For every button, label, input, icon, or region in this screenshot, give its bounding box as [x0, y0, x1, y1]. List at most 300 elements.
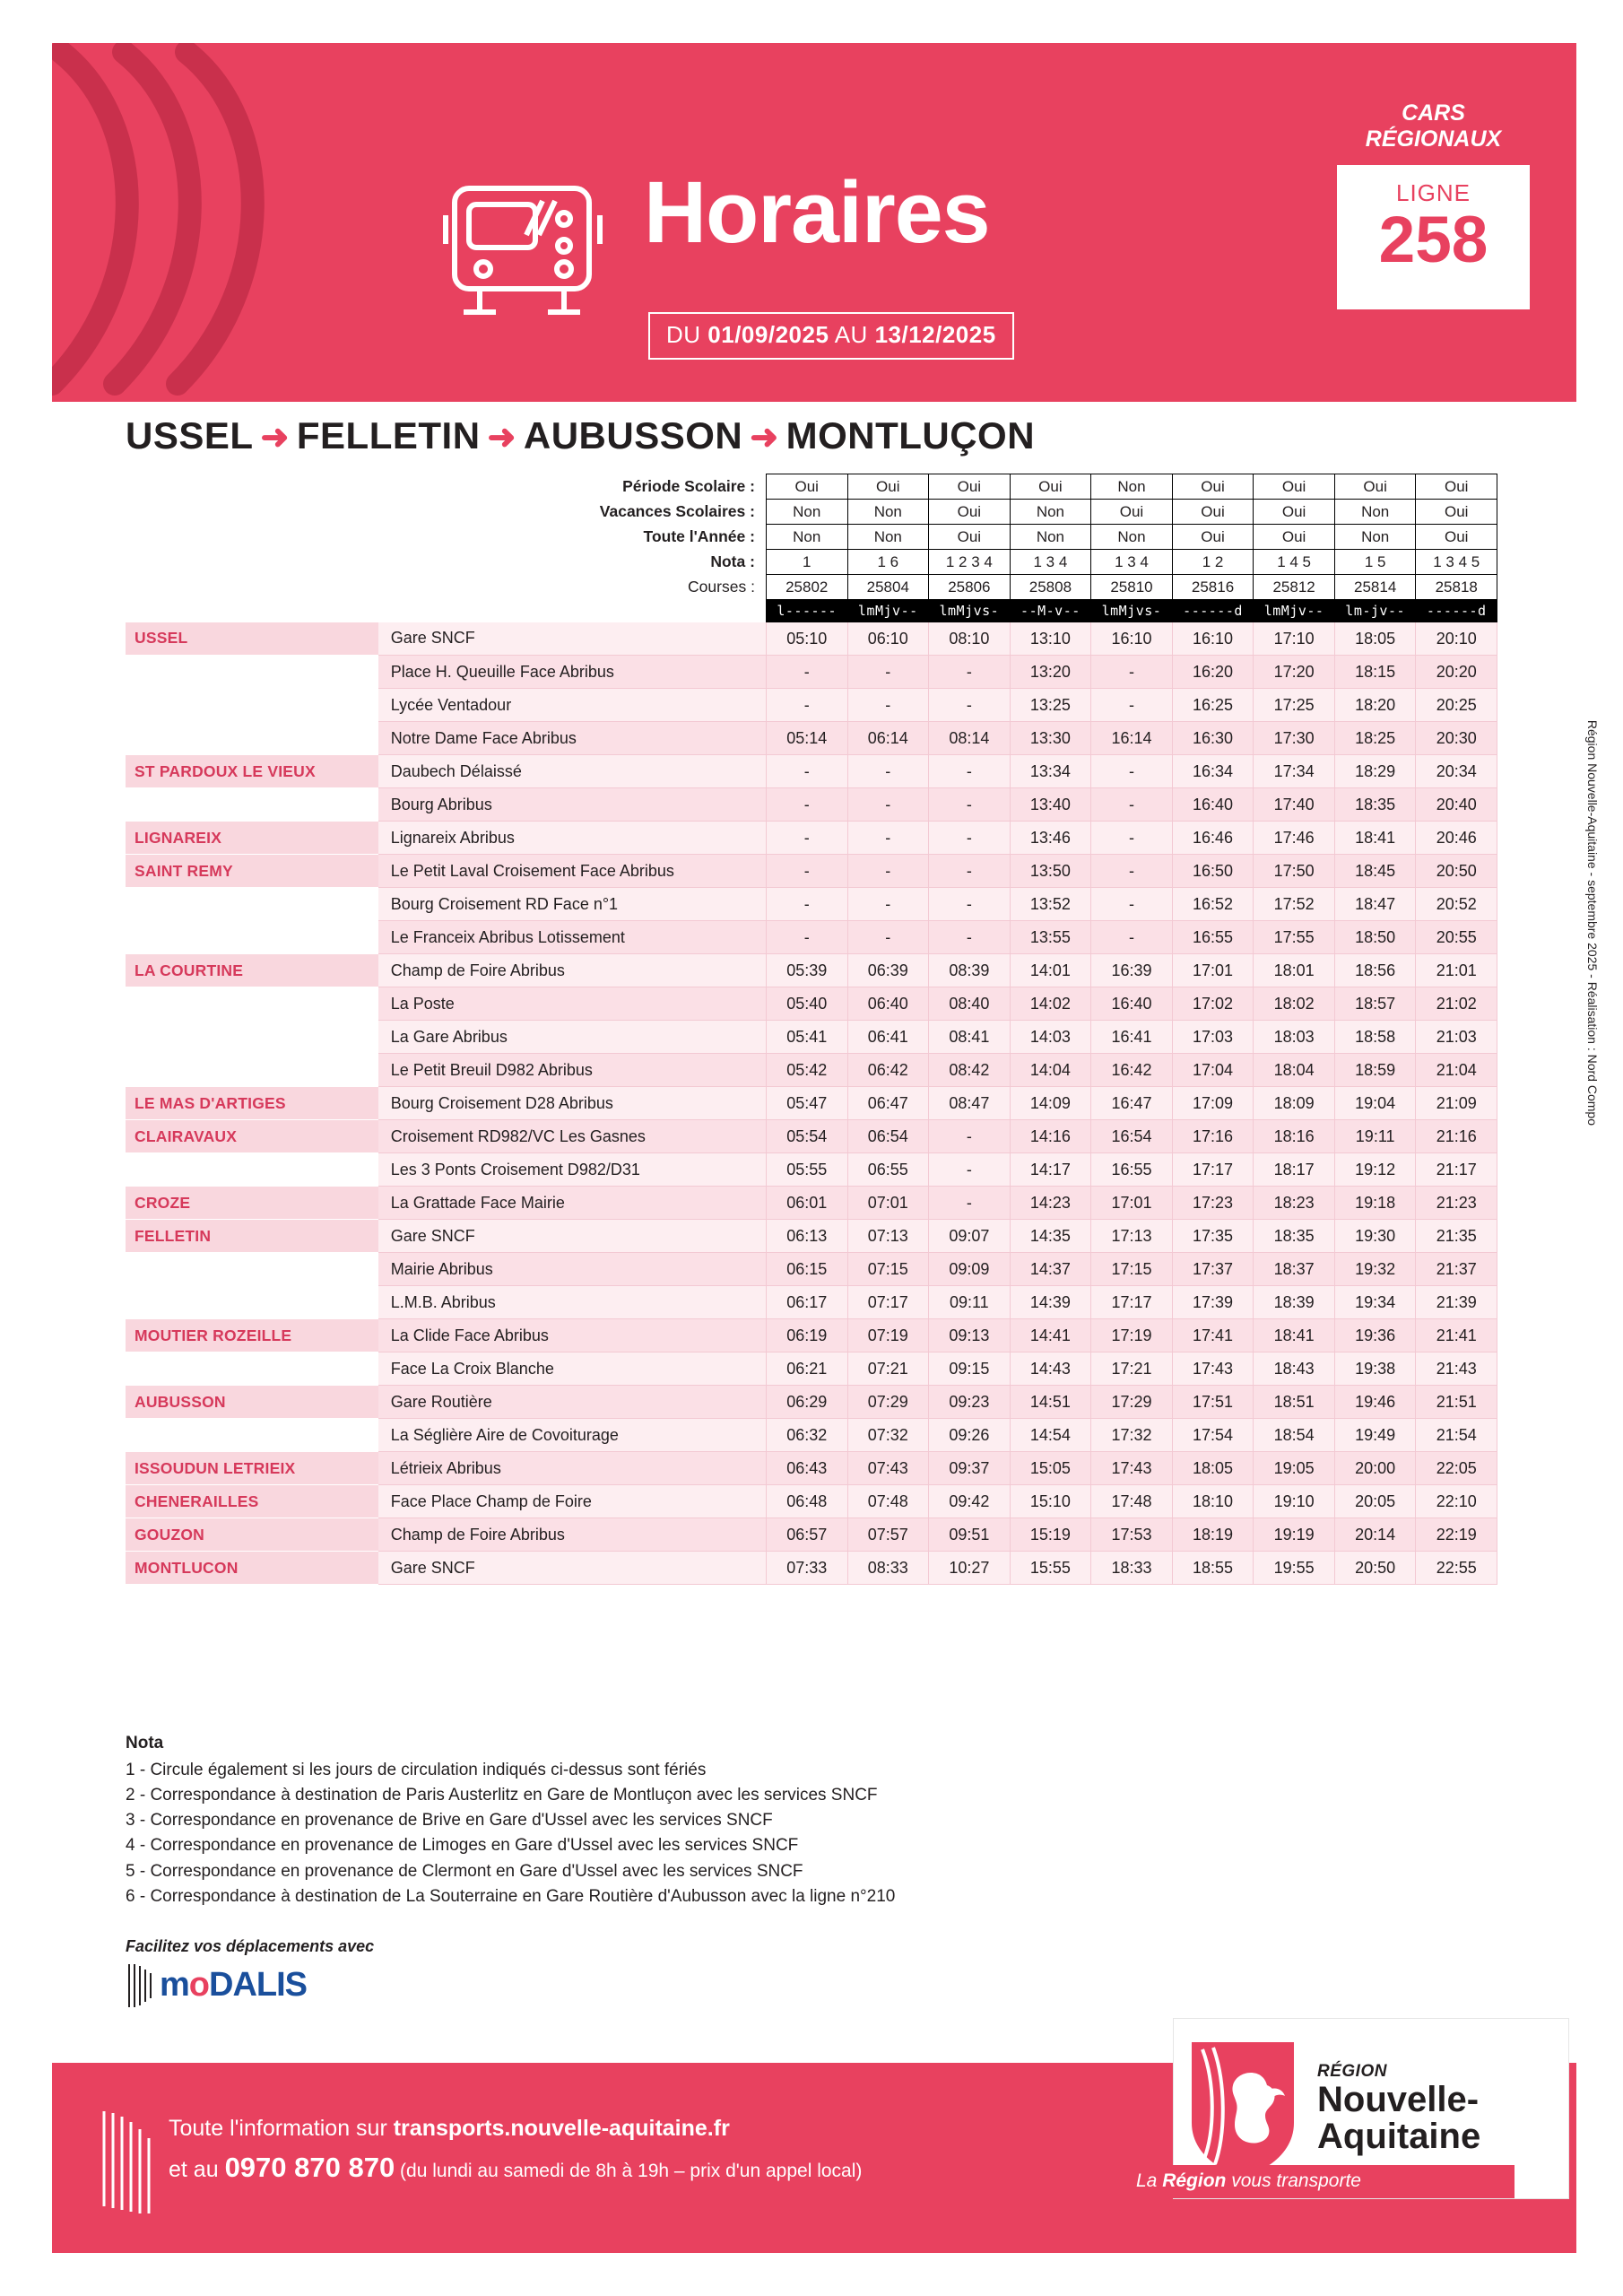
table-row — [126, 1518, 1497, 1552]
departure-time: 09:09 — [929, 1253, 1011, 1286]
stop-name: Face La Croix Blanche — [378, 1352, 767, 1386]
departure-time: 07:19 — [847, 1319, 929, 1352]
departure-time: 21:39 — [1416, 1286, 1497, 1319]
departure-time: 17:23 — [1172, 1187, 1254, 1220]
departure-time: 16:39 — [1091, 954, 1173, 987]
departure-time: 07:43 — [847, 1452, 929, 1485]
modalis-logo — [160, 1966, 307, 2005]
departure-time: - — [766, 855, 847, 888]
departure-time: 17:50 — [1254, 855, 1335, 888]
stop-city — [126, 788, 378, 822]
table-row — [126, 1552, 1497, 1585]
stop-name: La Gare Abribus — [378, 1021, 767, 1054]
departure-time: 21:09 — [1416, 1087, 1497, 1120]
stop-name: Champ de Foire Abribus — [378, 954, 767, 987]
info-cell: 1 3 4 — [1010, 550, 1091, 575]
departure-time: 17:29 — [1091, 1386, 1173, 1419]
modalis-part1: m — [160, 1966, 189, 2004]
spacer-cell — [126, 525, 378, 550]
departure-time: 16:52 — [1172, 888, 1254, 921]
info-row-label: Toute l'Année : — [643, 527, 755, 545]
departure-time: - — [929, 656, 1011, 689]
info-cell: Non — [847, 525, 929, 550]
stop-name: Le Petit Breuil D982 Abribus — [378, 1054, 767, 1087]
departure-time: 09:37 — [929, 1452, 1011, 1485]
departure-time: 13:20 — [1010, 656, 1091, 689]
departure-time: 19:04 — [1334, 1087, 1416, 1120]
departure-time: 16:30 — [1172, 722, 1254, 755]
dates-prefix: DU — [666, 321, 708, 348]
stop-city: LIGNAREIX — [126, 822, 378, 855]
departure-time: 05:47 — [766, 1087, 847, 1120]
departure-time: - — [766, 755, 847, 788]
departure-time: 09:51 — [929, 1518, 1011, 1552]
nota-item: 2 - Correspondance à destination de Paris Austerlitz en Gare de Montluçon avec les services SNCF — [126, 1786, 878, 1805]
departure-time: - — [1091, 822, 1173, 855]
departure-time: 05:55 — [766, 1153, 847, 1187]
info-row-label: Nota : — [710, 552, 755, 570]
table-row — [126, 822, 1497, 855]
departure-time: 05:41 — [766, 1021, 847, 1054]
departure-time: 06:39 — [847, 954, 929, 987]
departure-time: 07:17 — [847, 1286, 929, 1319]
info-cell: 1 — [766, 550, 847, 575]
departure-time: - — [766, 921, 847, 954]
departure-time: 16:40 — [1172, 788, 1254, 822]
operating-days-cell: --M-v-- — [1010, 600, 1091, 622]
table-row — [126, 1319, 1497, 1352]
departure-time: - — [929, 1120, 1011, 1153]
departure-time: 18:41 — [1254, 1319, 1335, 1352]
departure-time: 06:42 — [847, 1054, 929, 1087]
departure-time: 20:52 — [1416, 888, 1497, 921]
departure-time: 06:40 — [847, 987, 929, 1021]
table-row — [126, 1087, 1497, 1120]
departure-time: 21:35 — [1416, 1220, 1497, 1253]
table-row — [126, 921, 1497, 954]
departure-time: 08:47 — [929, 1087, 1011, 1120]
departure-time: 17:54 — [1172, 1419, 1254, 1452]
departure-time: 18:09 — [1254, 1087, 1335, 1120]
departure-time: 17:37 — [1172, 1253, 1254, 1286]
departure-time: 14:39 — [1010, 1286, 1091, 1319]
table-row — [126, 1220, 1497, 1253]
departure-time: 18:54 — [1254, 1419, 1335, 1452]
table-row — [126, 1187, 1497, 1220]
departure-time: 07:57 — [847, 1518, 929, 1552]
departure-time: 18:39 — [1254, 1286, 1335, 1319]
departure-time: 22:19 — [1416, 1518, 1497, 1552]
stop-city: GOUZON — [126, 1518, 378, 1552]
departure-time: 17:43 — [1091, 1452, 1173, 1485]
departure-time: 08:39 — [929, 954, 1011, 987]
departure-time: 18:16 — [1254, 1120, 1335, 1153]
departure-time: 09:26 — [929, 1419, 1011, 1452]
departure-time: 16:55 — [1172, 921, 1254, 954]
table-row — [126, 1452, 1497, 1485]
departure-time: 13:30 — [1010, 722, 1091, 755]
table-row — [126, 987, 1497, 1021]
departure-time: 20:14 — [1334, 1518, 1416, 1552]
departure-time: 17:09 — [1172, 1087, 1254, 1120]
departure-time: 14:35 — [1010, 1220, 1091, 1253]
departure-time: 19:49 — [1334, 1419, 1416, 1452]
departure-time: 18:04 — [1254, 1054, 1335, 1087]
info-cell: Oui — [1010, 474, 1091, 500]
departure-time: 05:39 — [766, 954, 847, 987]
departure-time: 21:01 — [1416, 954, 1497, 987]
table-row — [126, 1419, 1497, 1452]
departure-time: 17:52 — [1254, 888, 1335, 921]
departure-time: 20:05 — [1334, 1485, 1416, 1518]
departure-time: - — [847, 689, 929, 722]
departure-time: 16:46 — [1172, 822, 1254, 855]
stop-name: Les 3 Ponts Croisement D982/D31 — [378, 1153, 767, 1187]
info-cell: 25810 — [1091, 575, 1173, 600]
departure-time: 13:50 — [1010, 855, 1091, 888]
stop-name: Létrieix Abribus — [378, 1452, 767, 1485]
info-cell: Non — [1010, 525, 1091, 550]
date-to: 13/12/2025 — [874, 321, 996, 348]
departure-time: 05:42 — [766, 1054, 847, 1087]
departure-time: 20:40 — [1416, 788, 1497, 822]
stop-name: Bourg Croisement D28 Abribus — [378, 1087, 767, 1120]
route-stop-1: FELLETIN — [296, 414, 481, 457]
info-cell: Non — [1334, 525, 1416, 550]
timetable — [126, 474, 1497, 1585]
departure-time: 06:47 — [847, 1087, 929, 1120]
info-cell: 1 3 4 5 — [1416, 550, 1497, 575]
departure-time: 06:29 — [766, 1386, 847, 1419]
spacer-cell — [126, 550, 378, 575]
table-row — [126, 1120, 1497, 1153]
departure-time: 14:41 — [1010, 1319, 1091, 1352]
departure-time: 16:42 — [1091, 1054, 1173, 1087]
departure-time: 18:43 — [1254, 1352, 1335, 1386]
departure-time: 06:10 — [847, 622, 929, 656]
departure-time: 13:10 — [1010, 622, 1091, 656]
departure-time: - — [1091, 855, 1173, 888]
arrow-icon: ➜ — [750, 419, 779, 457]
departure-time: 18:59 — [1334, 1054, 1416, 1087]
departure-time: 14:16 — [1010, 1120, 1091, 1153]
departure-time: 21:04 — [1416, 1054, 1497, 1087]
departure-time: 20:50 — [1334, 1552, 1416, 1585]
arrow-icon: ➜ — [260, 419, 290, 457]
table-row — [126, 755, 1497, 788]
stop-name: La Clide Face Abribus — [378, 1319, 767, 1352]
departure-time: - — [929, 755, 1011, 788]
nota-item: 5 - Correspondance en provenance de Clermont en Gare d'Ussel avec les services SNCF — [126, 1861, 803, 1881]
stop-city: ISSOUDUN LETRIEIX — [126, 1452, 378, 1485]
departure-time: 16:20 — [1172, 656, 1254, 689]
info-cell: 25814 — [1334, 575, 1416, 600]
squiggle-icon — [126, 1962, 154, 2011]
nota-section — [126, 1731, 1291, 1909]
stop-city: LE MAS D'ARTIGES — [126, 1087, 378, 1120]
route-stop-3: MONTLUÇON — [785, 414, 1036, 457]
region-name-block — [1301, 2062, 1480, 2155]
operating-days-cell: lmMjv-- — [1254, 600, 1335, 622]
stop-name: Gare SNCF — [378, 1552, 767, 1585]
departure-time: 19:34 — [1334, 1286, 1416, 1319]
swoosh-decoration — [52, 43, 357, 402]
departure-time: 14:54 — [1010, 1419, 1091, 1452]
departure-time: - — [847, 855, 929, 888]
info-cell: 1 6 — [847, 550, 929, 575]
stop-name: La Poste — [378, 987, 767, 1021]
departure-time: 17:17 — [1091, 1286, 1173, 1319]
departure-time: 18:50 — [1334, 921, 1416, 954]
departure-time: - — [929, 1153, 1011, 1187]
nota-item: 4 - Correspondance en provenance de Limoges en Gare d'Ussel avec les services SNCF — [126, 1836, 799, 1856]
departure-time: - — [847, 656, 929, 689]
departure-time: 18:20 — [1334, 689, 1416, 722]
facilitez-label: Facilitez vos déplacements avec — [126, 1937, 375, 1955]
departure-time: 09:11 — [929, 1286, 1011, 1319]
lion-shield-icon — [1185, 2037, 1301, 2180]
info-cell: 25818 — [1416, 575, 1497, 600]
departure-time: 17:04 — [1172, 1054, 1254, 1087]
stop-city — [126, 1021, 378, 1054]
departure-time: 20:30 — [1416, 722, 1497, 755]
stop-name: La Séglière Aire de Covoiturage — [378, 1419, 767, 1452]
departure-time: 09:13 — [929, 1319, 1011, 1352]
operating-days-cell: ------d — [1172, 600, 1254, 622]
info-cell: Non — [1334, 500, 1416, 525]
departure-time: 17:40 — [1254, 788, 1335, 822]
departure-time: - — [929, 1187, 1011, 1220]
departure-time: 17:43 — [1172, 1352, 1254, 1386]
departure-time: 08:42 — [929, 1054, 1011, 1087]
info-cell: 25808 — [1010, 575, 1091, 600]
stop-city — [126, 689, 378, 722]
table-row — [126, 1021, 1497, 1054]
departure-time: 18:03 — [1254, 1021, 1335, 1054]
departure-time: - — [929, 788, 1011, 822]
departure-time: 18:41 — [1334, 822, 1416, 855]
timetable-info-row — [126, 525, 1497, 550]
departure-time: 19:32 — [1334, 1253, 1416, 1286]
departure-time: 17:15 — [1091, 1253, 1173, 1286]
info-cell: Oui — [1416, 474, 1497, 500]
table-row — [126, 722, 1497, 755]
line-badge — [1337, 90, 1530, 309]
region-tag-pre: La — [1136, 2170, 1163, 2191]
route-stop-0: USSEL — [126, 414, 254, 457]
departure-time: 18:33 — [1091, 1552, 1173, 1585]
stop-name: Le Franceix Abribus Lotissement — [378, 921, 767, 954]
departure-time: 15:05 — [1010, 1452, 1091, 1485]
departure-time: 18:05 — [1172, 1452, 1254, 1485]
stop-city — [126, 1352, 378, 1386]
departure-time: 06:41 — [847, 1021, 929, 1054]
departure-time: 22:10 — [1416, 1485, 1497, 1518]
stop-city — [126, 1253, 378, 1286]
departure-time: 17:32 — [1091, 1419, 1173, 1452]
departure-time: 06:32 — [766, 1419, 847, 1452]
stop-name: Lycée Ventadour — [378, 689, 767, 722]
timetable-info-row — [126, 500, 1497, 525]
departure-time: 06:21 — [766, 1352, 847, 1386]
departure-time: 05:14 — [766, 722, 847, 755]
departure-time: 22:05 — [1416, 1452, 1497, 1485]
departure-time: 17:34 — [1254, 755, 1335, 788]
departure-time: 17:17 — [1172, 1153, 1254, 1187]
departure-time: - — [929, 855, 1011, 888]
spacer-cell — [126, 575, 378, 600]
spacer-cell — [378, 600, 767, 622]
info-cell: 25816 — [1172, 575, 1254, 600]
departure-time: 13:55 — [1010, 921, 1091, 954]
badge-ligne-label: LIGNE — [1395, 178, 1471, 206]
stop-name: Croisement RD982/VC Les Gasnes — [378, 1120, 767, 1153]
departure-time: 21:41 — [1416, 1319, 1497, 1352]
dates-mid: AU — [829, 321, 875, 348]
footer-website[interactable]: transports.nouvelle-aquitaine.fr — [393, 2116, 730, 2141]
departure-time: - — [847, 888, 929, 921]
departure-time: 17:30 — [1254, 722, 1335, 755]
header-banner — [52, 43, 1576, 402]
departure-time: 20:25 — [1416, 689, 1497, 722]
stop-name: La Grattade Face Mairie — [378, 1187, 767, 1220]
departure-time: 06:15 — [766, 1253, 847, 1286]
nota-item: 6 - Correspondance à destination de La Souterraine en Gare Routière d'Aubusson avec la ligne n°210 — [126, 1886, 896, 1906]
departure-time: 14:04 — [1010, 1054, 1091, 1087]
departure-time: - — [1091, 921, 1173, 954]
departure-time: 07:32 — [847, 1419, 929, 1452]
departure-time: 21:03 — [1416, 1021, 1497, 1054]
departure-time: 07:01 — [847, 1187, 929, 1220]
departure-time: 18:35 — [1254, 1220, 1335, 1253]
nota-item: 3 - Correspondance en provenance de Brive en Gare d'Ussel avec les services SNCF — [126, 1811, 773, 1831]
departure-time: 06:48 — [766, 1485, 847, 1518]
departure-time: 06:43 — [766, 1452, 847, 1485]
table-row — [126, 1054, 1497, 1087]
footer-phone[interactable]: 0970 870 870 — [224, 2151, 395, 2183]
nota-list — [126, 1758, 1291, 1909]
departure-time: - — [847, 822, 929, 855]
departure-time: 19:05 — [1254, 1452, 1335, 1485]
departure-time: 18:55 — [1172, 1552, 1254, 1585]
departure-time: 20:55 — [1416, 921, 1497, 954]
info-cell: Oui — [1334, 474, 1416, 500]
departure-time: 06:13 — [766, 1220, 847, 1253]
info-cell: 25806 — [929, 575, 1011, 600]
departure-time: 07:21 — [847, 1352, 929, 1386]
stop-name: Face Place Champ de Foire — [378, 1485, 767, 1518]
departure-time: 17:21 — [1091, 1352, 1173, 1386]
departure-time: 18:35 — [1334, 788, 1416, 822]
departure-time: 20:46 — [1416, 822, 1497, 855]
table-row — [126, 622, 1497, 656]
departure-time: 16:25 — [1172, 689, 1254, 722]
departure-time: 17:13 — [1091, 1220, 1173, 1253]
departure-time: 16:47 — [1091, 1087, 1173, 1120]
table-row — [126, 1485, 1497, 1518]
squiggle-icon — [99, 2108, 156, 2215]
departure-time: 21:43 — [1416, 1352, 1497, 1386]
departure-time: 18:17 — [1254, 1153, 1335, 1187]
departure-time: 08:33 — [847, 1552, 929, 1585]
footer-info-prefix: Toute l'information sur — [169, 2116, 394, 2141]
departure-time: - — [766, 788, 847, 822]
departure-time: 14:51 — [1010, 1386, 1091, 1419]
operating-days-cell: lmMjvs- — [929, 600, 1011, 622]
departure-time: 07:48 — [847, 1485, 929, 1518]
arrow-icon: ➜ — [487, 419, 516, 457]
stop-city — [126, 722, 378, 755]
departure-time: 17:01 — [1172, 954, 1254, 987]
departure-time: 16:10 — [1172, 622, 1254, 656]
departure-time: 06:14 — [847, 722, 929, 755]
departure-time: 19:12 — [1334, 1153, 1416, 1187]
departure-time: 18:02 — [1254, 987, 1335, 1021]
info-row-label: Période Scolaire : — [622, 477, 755, 495]
departure-time: 14:03 — [1010, 1021, 1091, 1054]
departure-time: 20:34 — [1416, 755, 1497, 788]
operating-days-cell: lmMjv-- — [847, 600, 929, 622]
departure-time: 19:10 — [1254, 1485, 1335, 1518]
departure-time: 18:19 — [1172, 1518, 1254, 1552]
departure-time: 14:09 — [1010, 1087, 1091, 1120]
departure-time: 06:54 — [847, 1120, 929, 1153]
departure-time: 08:14 — [929, 722, 1011, 755]
table-row — [126, 689, 1497, 722]
stop-city: LA COURTINE — [126, 954, 378, 987]
departure-time: - — [929, 689, 1011, 722]
departure-time: - — [1091, 689, 1173, 722]
stop-city — [126, 1286, 378, 1319]
departure-time: 16:10 — [1091, 622, 1173, 656]
info-cell: 25812 — [1254, 575, 1335, 600]
departure-time: 18:23 — [1254, 1187, 1335, 1220]
departure-time: 16:14 — [1091, 722, 1173, 755]
departure-time: 17:19 — [1091, 1319, 1173, 1352]
departure-time: 18:10 — [1172, 1485, 1254, 1518]
departure-time: 19:30 — [1334, 1220, 1416, 1253]
departure-time: 05:40 — [766, 987, 847, 1021]
departure-time: 10:27 — [929, 1552, 1011, 1585]
departure-time: 06:01 — [766, 1187, 847, 1220]
departure-time: 08:41 — [929, 1021, 1011, 1054]
table-row — [126, 1352, 1497, 1386]
info-cell: 25802 — [766, 575, 847, 600]
departure-time: - — [929, 888, 1011, 921]
departure-time: 07:13 — [847, 1220, 929, 1253]
departure-time: 21:16 — [1416, 1120, 1497, 1153]
departure-time: 17:48 — [1091, 1485, 1173, 1518]
departure-time: 14:43 — [1010, 1352, 1091, 1386]
info-row-label: Vacances Scolaires : — [599, 502, 755, 520]
departure-time: 14:17 — [1010, 1153, 1091, 1187]
spacer-cell — [126, 474, 378, 500]
departure-time: 18:58 — [1334, 1021, 1416, 1054]
stop-city: SAINT REMY — [126, 855, 378, 888]
departure-time: 15:55 — [1010, 1552, 1091, 1585]
departure-time: 20:20 — [1416, 656, 1497, 689]
nota-item: 1 - Circule également si les jours de circulation indiqués ci-dessus sont fériés — [126, 1761, 707, 1780]
departure-time: 13:25 — [1010, 689, 1091, 722]
stop-city — [126, 987, 378, 1021]
departure-time: - — [847, 921, 929, 954]
departure-time: 21:23 — [1416, 1187, 1497, 1220]
departure-time: 17:51 — [1172, 1386, 1254, 1419]
departure-time: 17:39 — [1172, 1286, 1254, 1319]
departure-time: 17:55 — [1254, 921, 1335, 954]
spacer-cell — [126, 600, 378, 622]
stop-name: Le Petit Laval Croisement Face Abribus — [378, 855, 767, 888]
